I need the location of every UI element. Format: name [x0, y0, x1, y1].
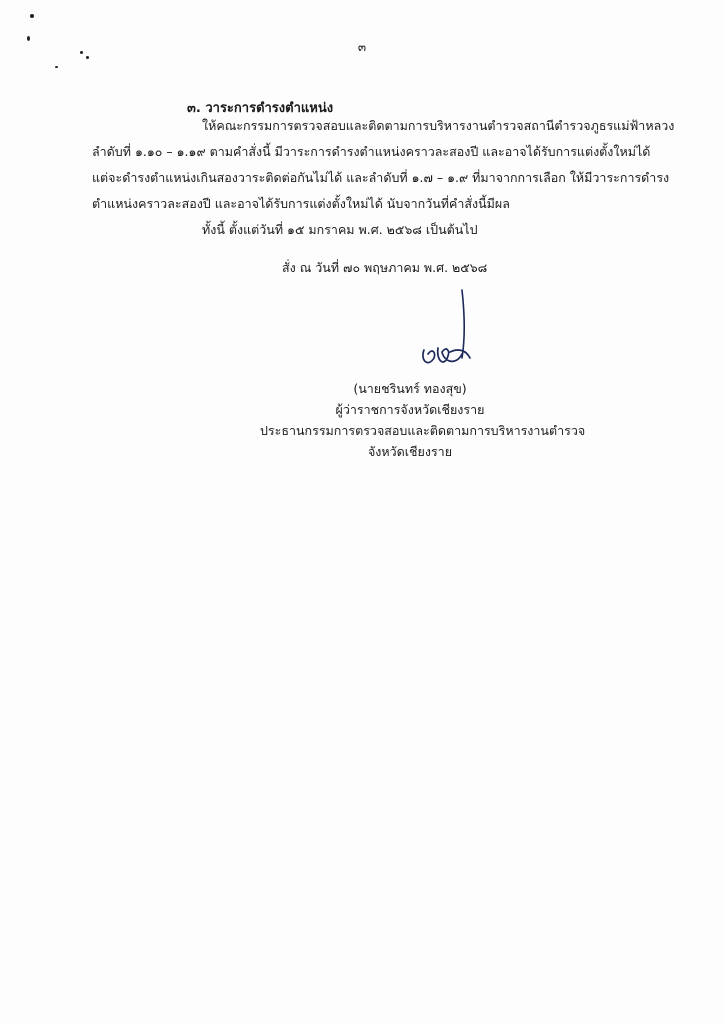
paragraph-line: ตำแหน่งคราวละสองปี และอาจได้รับการแต่งตั้งใหม่ได้ นับจากวันที่คำสั่งนี้มีผล: [92, 196, 510, 211]
paragraph-line: ลำดับที่ ๑.๑๐ – ๑.๑๙ ตามคำสั่งนี้ มีวาระการดำรงตำแหน่งคราวละสองปี และอาจได้รับการแต่งตั้งใหม่ได้: [92, 144, 651, 159]
signatory-name: (นายชรินทร์ ทองสุข): [353, 381, 467, 396]
scan-speck: [30, 14, 34, 18]
paragraph-line: ให้คณะกรรมการตรวจสอบและติดตามการบริหารงานตำรวจสถานีตำรวจภูธรแม่ฟ้าหลวง: [202, 118, 675, 133]
paragraph-line: แต่จะดำรงตำแหน่งเกินสองวาระติดต่อกันไม่ได้ และลำดับที่ ๑.๗ – ๑.๙ ที่มาจากการเลือก ให้มีวาระการดำรง: [92, 170, 670, 185]
signature-block: [260, 378, 586, 462]
signatory-province: จังหวัดเชียงราย: [367, 444, 453, 459]
section-heading: ๓. วาระการดำรงตำแหน่ง: [187, 101, 334, 116]
signatory-role: ประธานกรรมการตรวจสอบและติดตามการบริหารงานตำรวจ: [260, 423, 586, 438]
handwritten-signature: [410, 288, 490, 378]
scan-speck: [55, 66, 58, 68]
effective-date-line: ทั้งนี้ ตั้งแต่วันที่ ๑๕ มกราคม พ.ศ. ๒๕๖๘ เป็นต้นไป: [202, 222, 478, 237]
ordered-date-line: สั่ง ณ วันที่ ๗๐ พฤษภาคม พ.ศ. ๒๕๖๘: [282, 260, 488, 275]
signatory-position: ผู้ว่าราชการจังหวัดเชียงราย: [335, 402, 485, 417]
page-number: ๓: [357, 40, 367, 54]
